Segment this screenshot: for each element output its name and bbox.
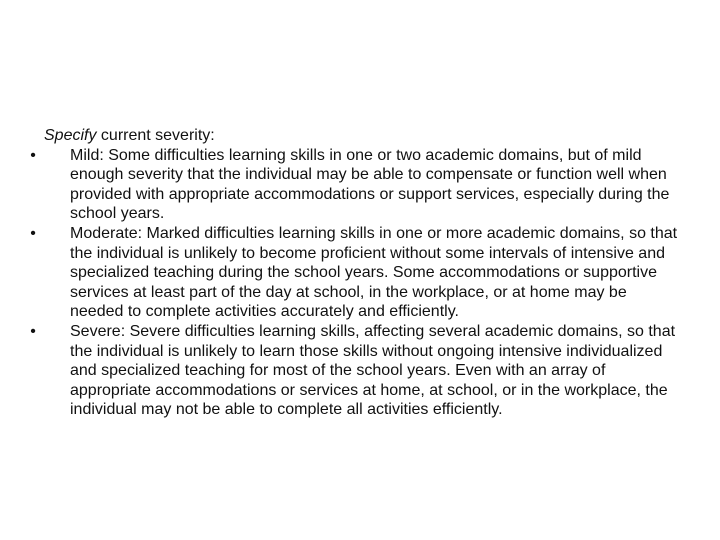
bullet-icon: • [30,146,36,164]
list-item-severe [30,322,684,420]
list-item-mild [30,146,684,224]
intro-rest: current severity: [96,127,215,144]
bullet-icon: • [30,224,36,242]
list-item-text: Mild: Some difficulties learning skills in one or two academic domains, but of mild enough severity that the individual may be able to compensate or function well when provided with appropriate accommodations or support services, especially during the school years. [70,146,670,223]
bullet-icon: • [30,322,36,340]
list-item-text: Moderate: Marked difficulties learning skills in one or more academic domains, so that the individual is unlikely to become proficient without some intervals of intensive and specialized teaching during the school years. Some accommodations or supportive services at least part of the day at school, in the workplace, or at home may be needed to complete activities accurately and efficiently. [70,224,678,321]
intro-italic: Specify [44,127,97,144]
list-item-text: Severe: Severe difficulties learning skills, affecting several academic domains, so that the individual is unlikely to learn those skills without ongoing intensive individualized and specialized teaching for most of the school years. Even with an array of appropriate accommodations or services at home, at school, or in the workplace, the individual may not be able to complete all activities efficiently. [70,322,676,419]
slide-body [30,126,684,420]
intro-line [44,126,684,146]
list-item-moderate [30,224,684,322]
severity-list [30,146,684,420]
